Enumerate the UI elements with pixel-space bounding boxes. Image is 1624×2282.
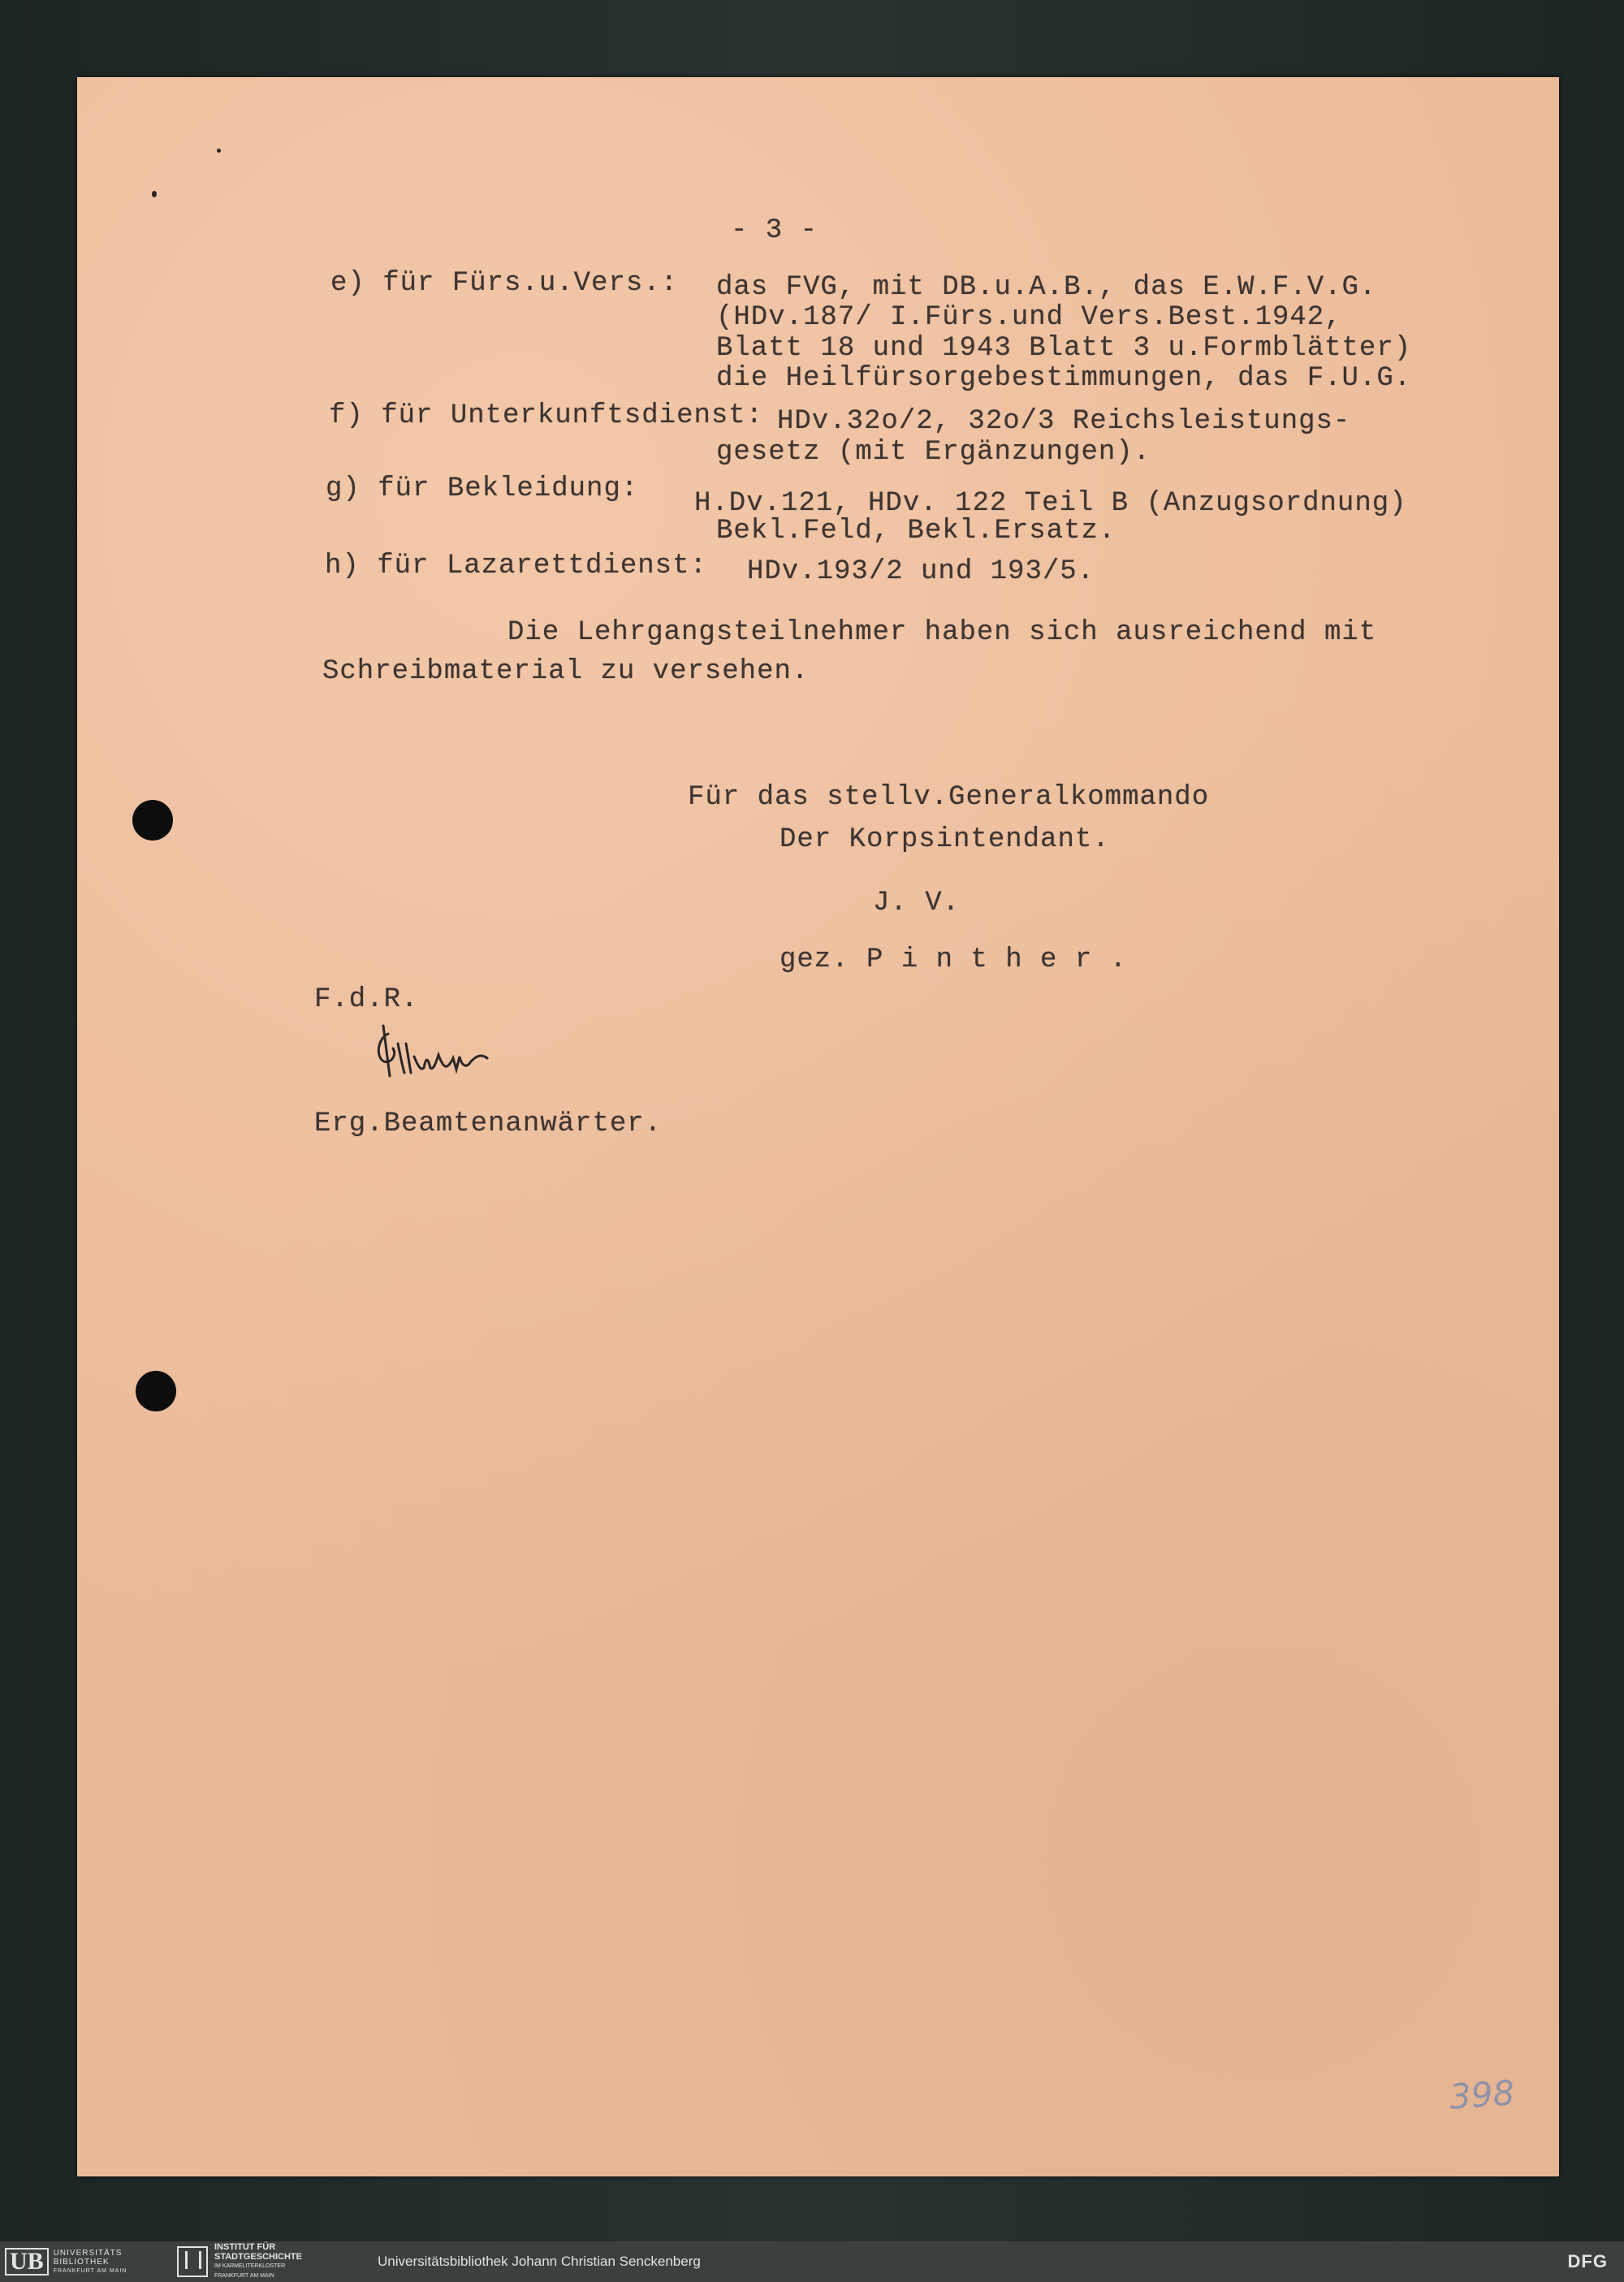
ub-logo (5, 2241, 127, 2282)
item-g-line: Bekl.Feld, Bekl.Ersatz. (716, 516, 1116, 547)
item-e-line: das FVG, mit DB.u.A.B., das E.W.F.V.G. (716, 272, 1377, 303)
closing-line: gez. P i n t h e r . (780, 944, 1128, 975)
paragraph-line: Die Lehrgangsteilnehmer haben sich ausreichend mit (508, 617, 1377, 648)
archive-number: 398 (1448, 2072, 1516, 2117)
item-e-line: (HDv.187/ I.Fürs.und Vers.Best.1942, (716, 302, 1342, 333)
item-e-line: die Heilfürsorgebestimmungen, das F.U.G. (716, 363, 1412, 394)
paragraph-line: Schreibmaterial zu versehen. (322, 656, 810, 687)
punch-hole-bottom (136, 1371, 176, 1411)
isg-building-icon (177, 2246, 208, 2277)
ink-speck (217, 149, 221, 153)
library-name: Universitätsbibliothek Johann Christian Senckenberg (378, 2254, 701, 2269)
isg-line: FRANKFURT AM MAIN (214, 2273, 274, 2279)
ub-mark: UB (5, 2248, 49, 2276)
item-e-label: e) für Fürs.u.Vers.: (330, 268, 679, 299)
dfg-logo: DFG (1567, 2251, 1608, 2271)
item-f-label: f) für Unterkunftsdienst: (329, 400, 764, 431)
footer-bar (0, 2241, 1624, 2282)
item-g-line: H.Dv.121, HDv. 122 Teil B (Anzugsordnung) (694, 488, 1407, 519)
item-h-label: h) für Lazarettdienst: (325, 551, 707, 581)
ub-line: FRANKFURT AM MAIN (53, 2267, 127, 2274)
item-f-line: gesetz (mit Ergänzungen). (716, 437, 1151, 468)
isg-line: IM KARMELITERKLOSTER (214, 2263, 286, 2269)
punch-hole-top (132, 800, 173, 841)
item-g-label: g) für Bekleidung: (326, 473, 639, 504)
ub-line: BIBLIOTHEK (53, 2257, 110, 2267)
closing-line: Für das stellv.Generalkommando (688, 782, 1210, 813)
isg-line: STADTGESCHICHTE (214, 2252, 302, 2262)
fdr-note: F.d.R. (314, 984, 419, 1015)
item-f-line: HDv.32o/2, 32o/3 Reichsleistungs- (777, 406, 1351, 437)
item-e-line: Blatt 18 und 1943 Blatt 3 u.Formblätter) (716, 333, 1412, 364)
document-page (77, 77, 1559, 2176)
isg-logo (177, 2241, 302, 2282)
closing-line: Der Korpsintendant. (780, 824, 1110, 855)
signer-title: Erg.Beamtenanwärter. (314, 1109, 663, 1139)
ink-speck (152, 191, 157, 197)
page-number: - 3 - (731, 215, 818, 246)
item-h-line: HDv.193/2 und 193/5. (747, 556, 1095, 587)
handwritten-signature (365, 1019, 536, 1096)
ub-line: UNIVERSITÄTS (53, 2248, 123, 2258)
closing-line: J. V. (873, 888, 961, 918)
isg-line: INSTITUT FÜR (214, 2242, 276, 2252)
